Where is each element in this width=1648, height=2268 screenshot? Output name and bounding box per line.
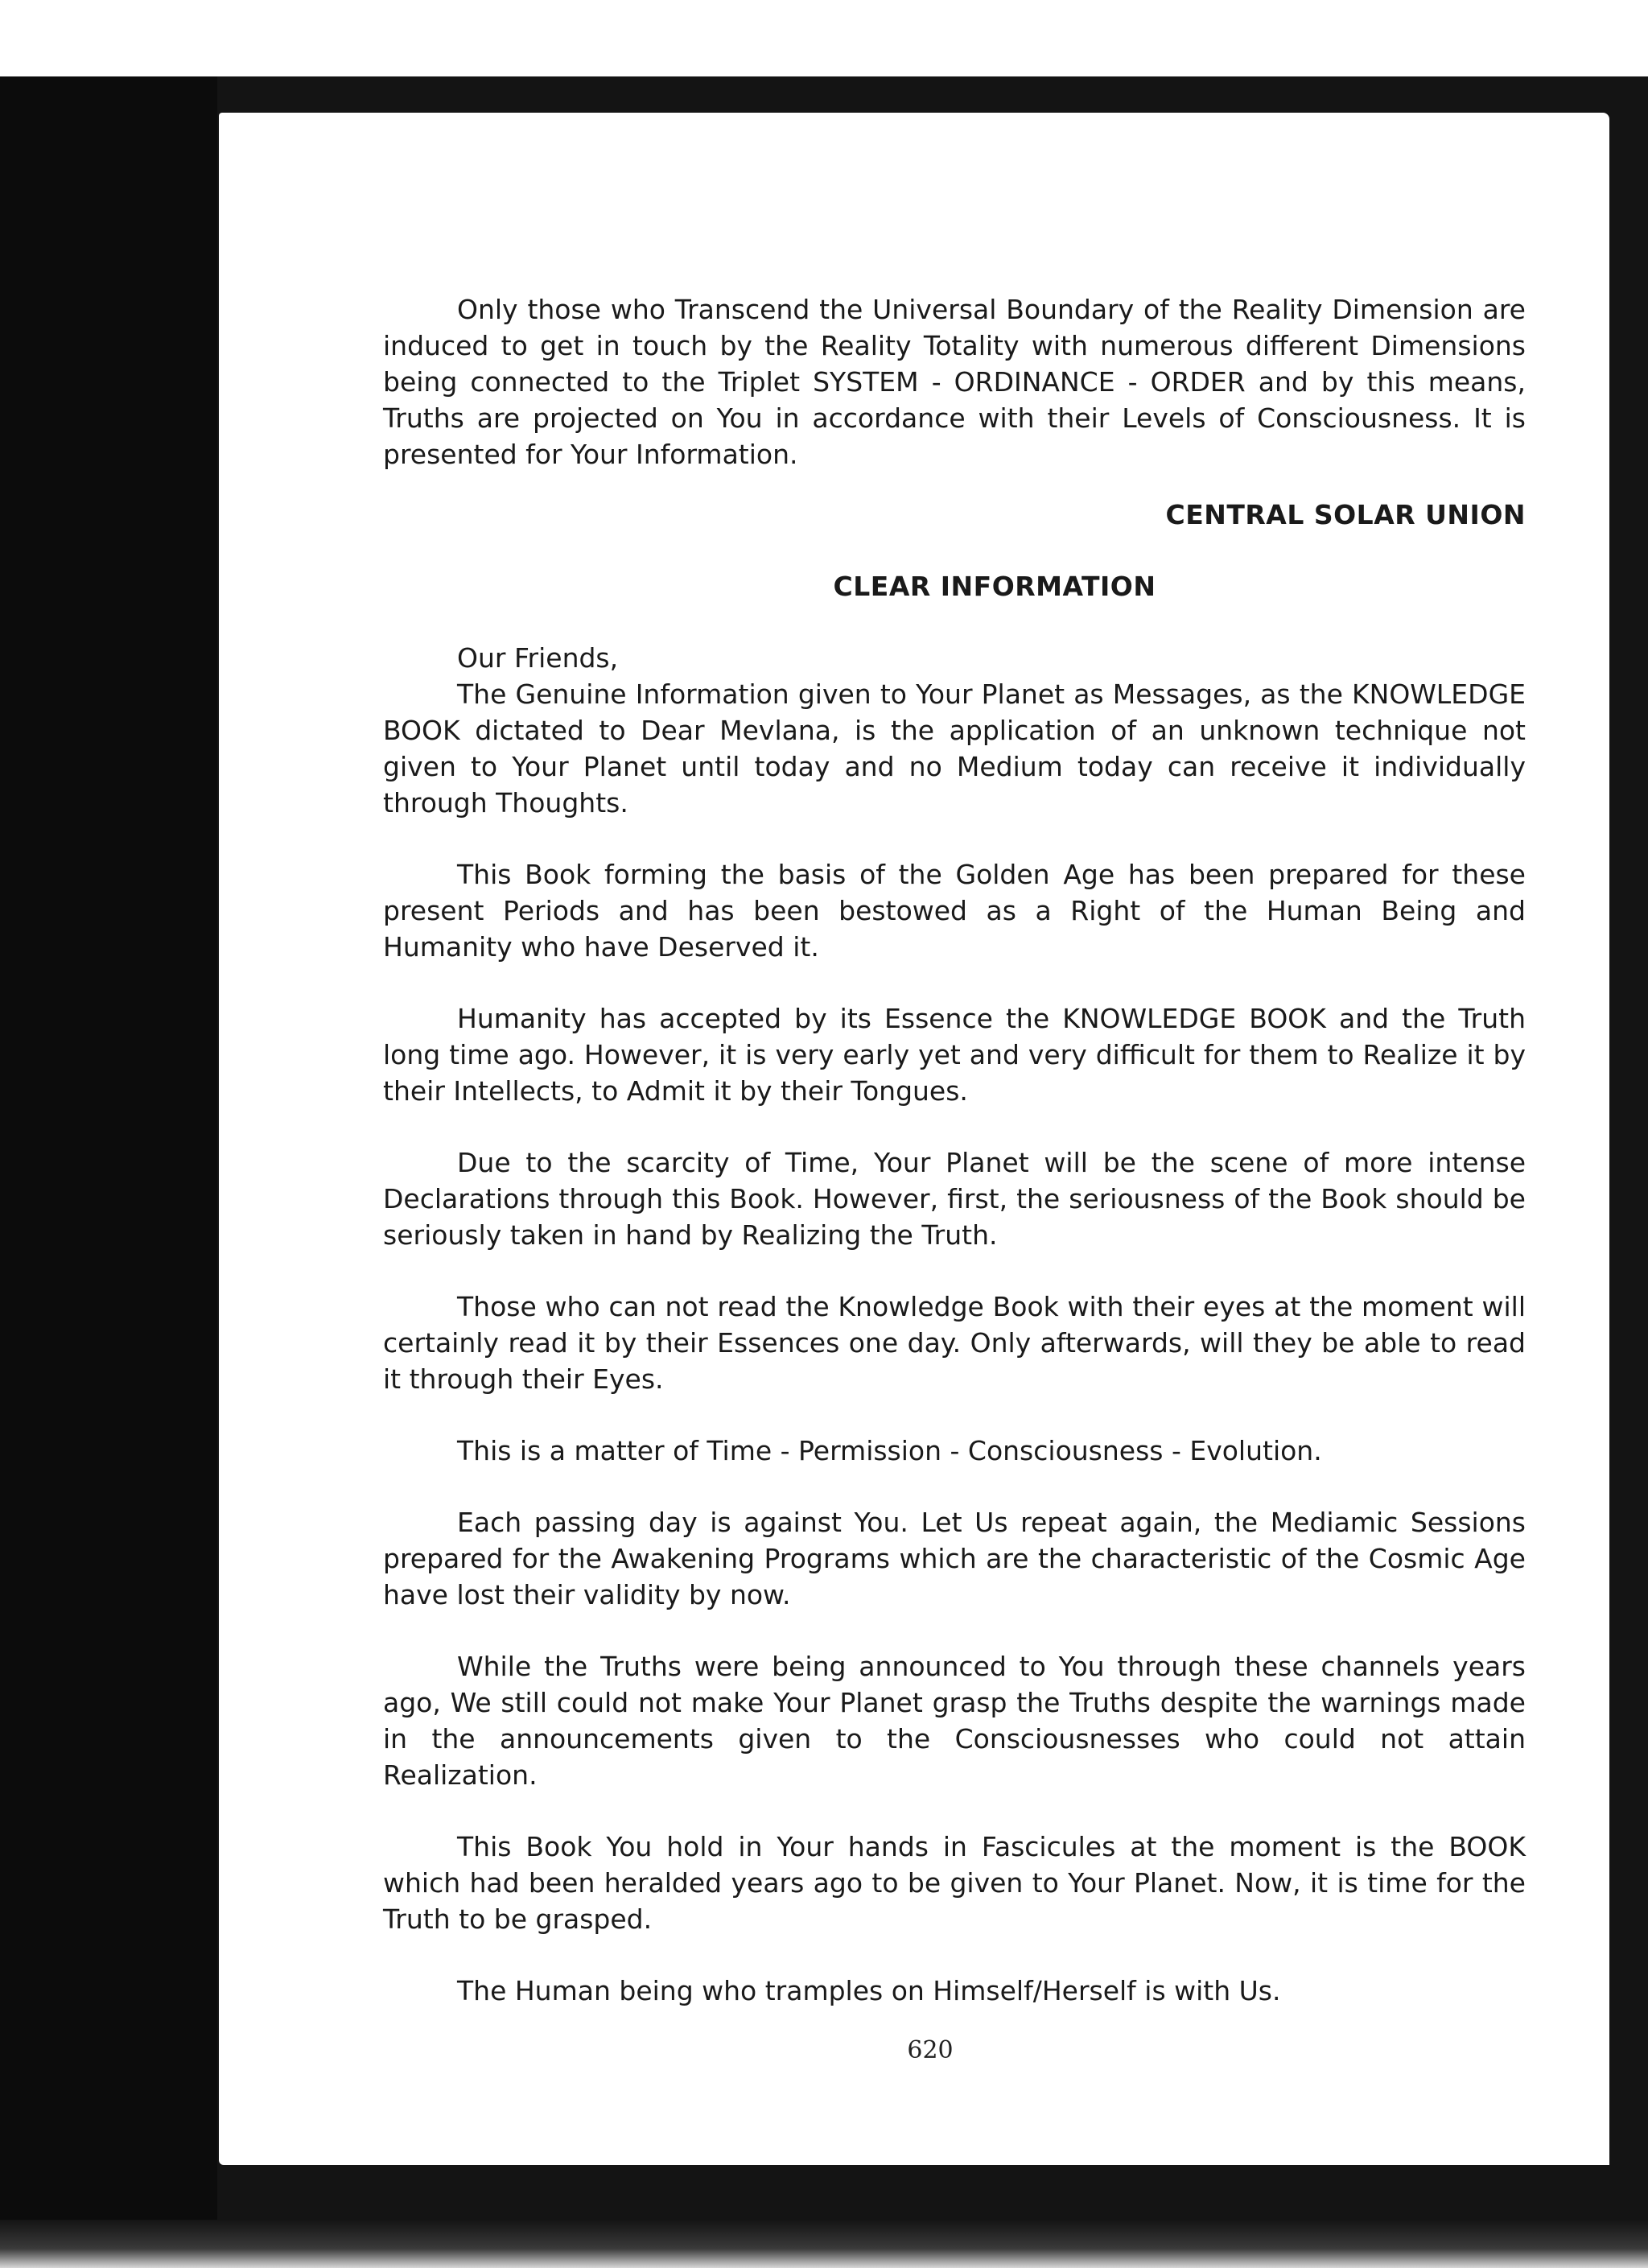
paragraph-10: The Human being who tramples on Himself/Herself is with Us. [457,1975,1281,2006]
paragraph-5: Those who can not read the Knowledge Book with their eyes at the moment will certainly read it by their Essences one day. Only afterwards, will they be able to read it through their Eyes. [383,1291,1526,1395]
salutation: Our Friends, [457,642,619,674]
paragraph-4: Due to the scarcity of Time, Your Planet will be the scene of more intense Declarations through this Book. However, first, the seriousness of the Book should be seriously taken in hand by Realizing the Truth. [383,1147,1526,1251]
signature: CENTRAL SOLAR UNION [1165,499,1526,530]
book-page [219,113,1609,2165]
paragraph-9: This Book You hold in Your hands in Fascicules at the moment is the BOOK which had been heralded years ago to be given to Your Planet. Now, it is time for the Truth to be grasped. [383,1831,1526,1935]
paragraph-7: Each passing day is against You. Let Us repeat again, the Mediamic Sessions prepared for the Awakening Programs which are the characteristic of the Cosmic Age have lost their validity by now. [383,1507,1526,1610]
scan-left-shadow [0,76,217,2268]
intro-paragraph: Only those who Transcend the Universal Boundary of the Reality Dimension are induced to get in touch by the Reality Totality with numerous different Dimensions being connected to the Triplet SYSTEM - ORDINANCE - ORDER and by this means, Truths are projected on You in accordance with their Levels of Consciousness. It is presented for Your Information. [383,294,1526,470]
paragraph-8: While the Truths were being announced to You through these channels years ago, We still could not make Your Planet grasp the Truths despite the warnings made in the announcements given to the Consciousnesses who could not attain Realization. [383,1651,1526,1791]
section-heading: CLEAR INFORMATION [833,571,1156,602]
paragraph-6: This is a matter of Time - Permission - Consciousness - Evolution. [457,1435,1322,1466]
page-number: 620 [907,2036,954,2064]
paragraph-3: Humanity has accepted by its Essence the KNOWLEDGE BOOK and the Truth long time ago. However, it is very early yet and very difficult for them to Realize it by their Intellects, to Admit it by their Tongues. [383,1003,1526,1107]
paragraph-2: This Book forming the basis of the Golden Age has been prepared for these present Periods and has been bestowed as a Right of the Human Being and Humanity who have Deserved it. [383,859,1526,963]
page-content [383,291,1526,2044]
paragraph-1: The Genuine Information given to Your Planet as Messages, as the KNOWLEDGE BOOK dictated to Dear Mevlana, is the application of an unknown technique not given to Your Planet until today and no Medium today can receive it individually through Thoughts. [383,678,1526,819]
scan-bottom-edge [0,2220,1648,2268]
scan-top-margin [0,0,1648,76]
